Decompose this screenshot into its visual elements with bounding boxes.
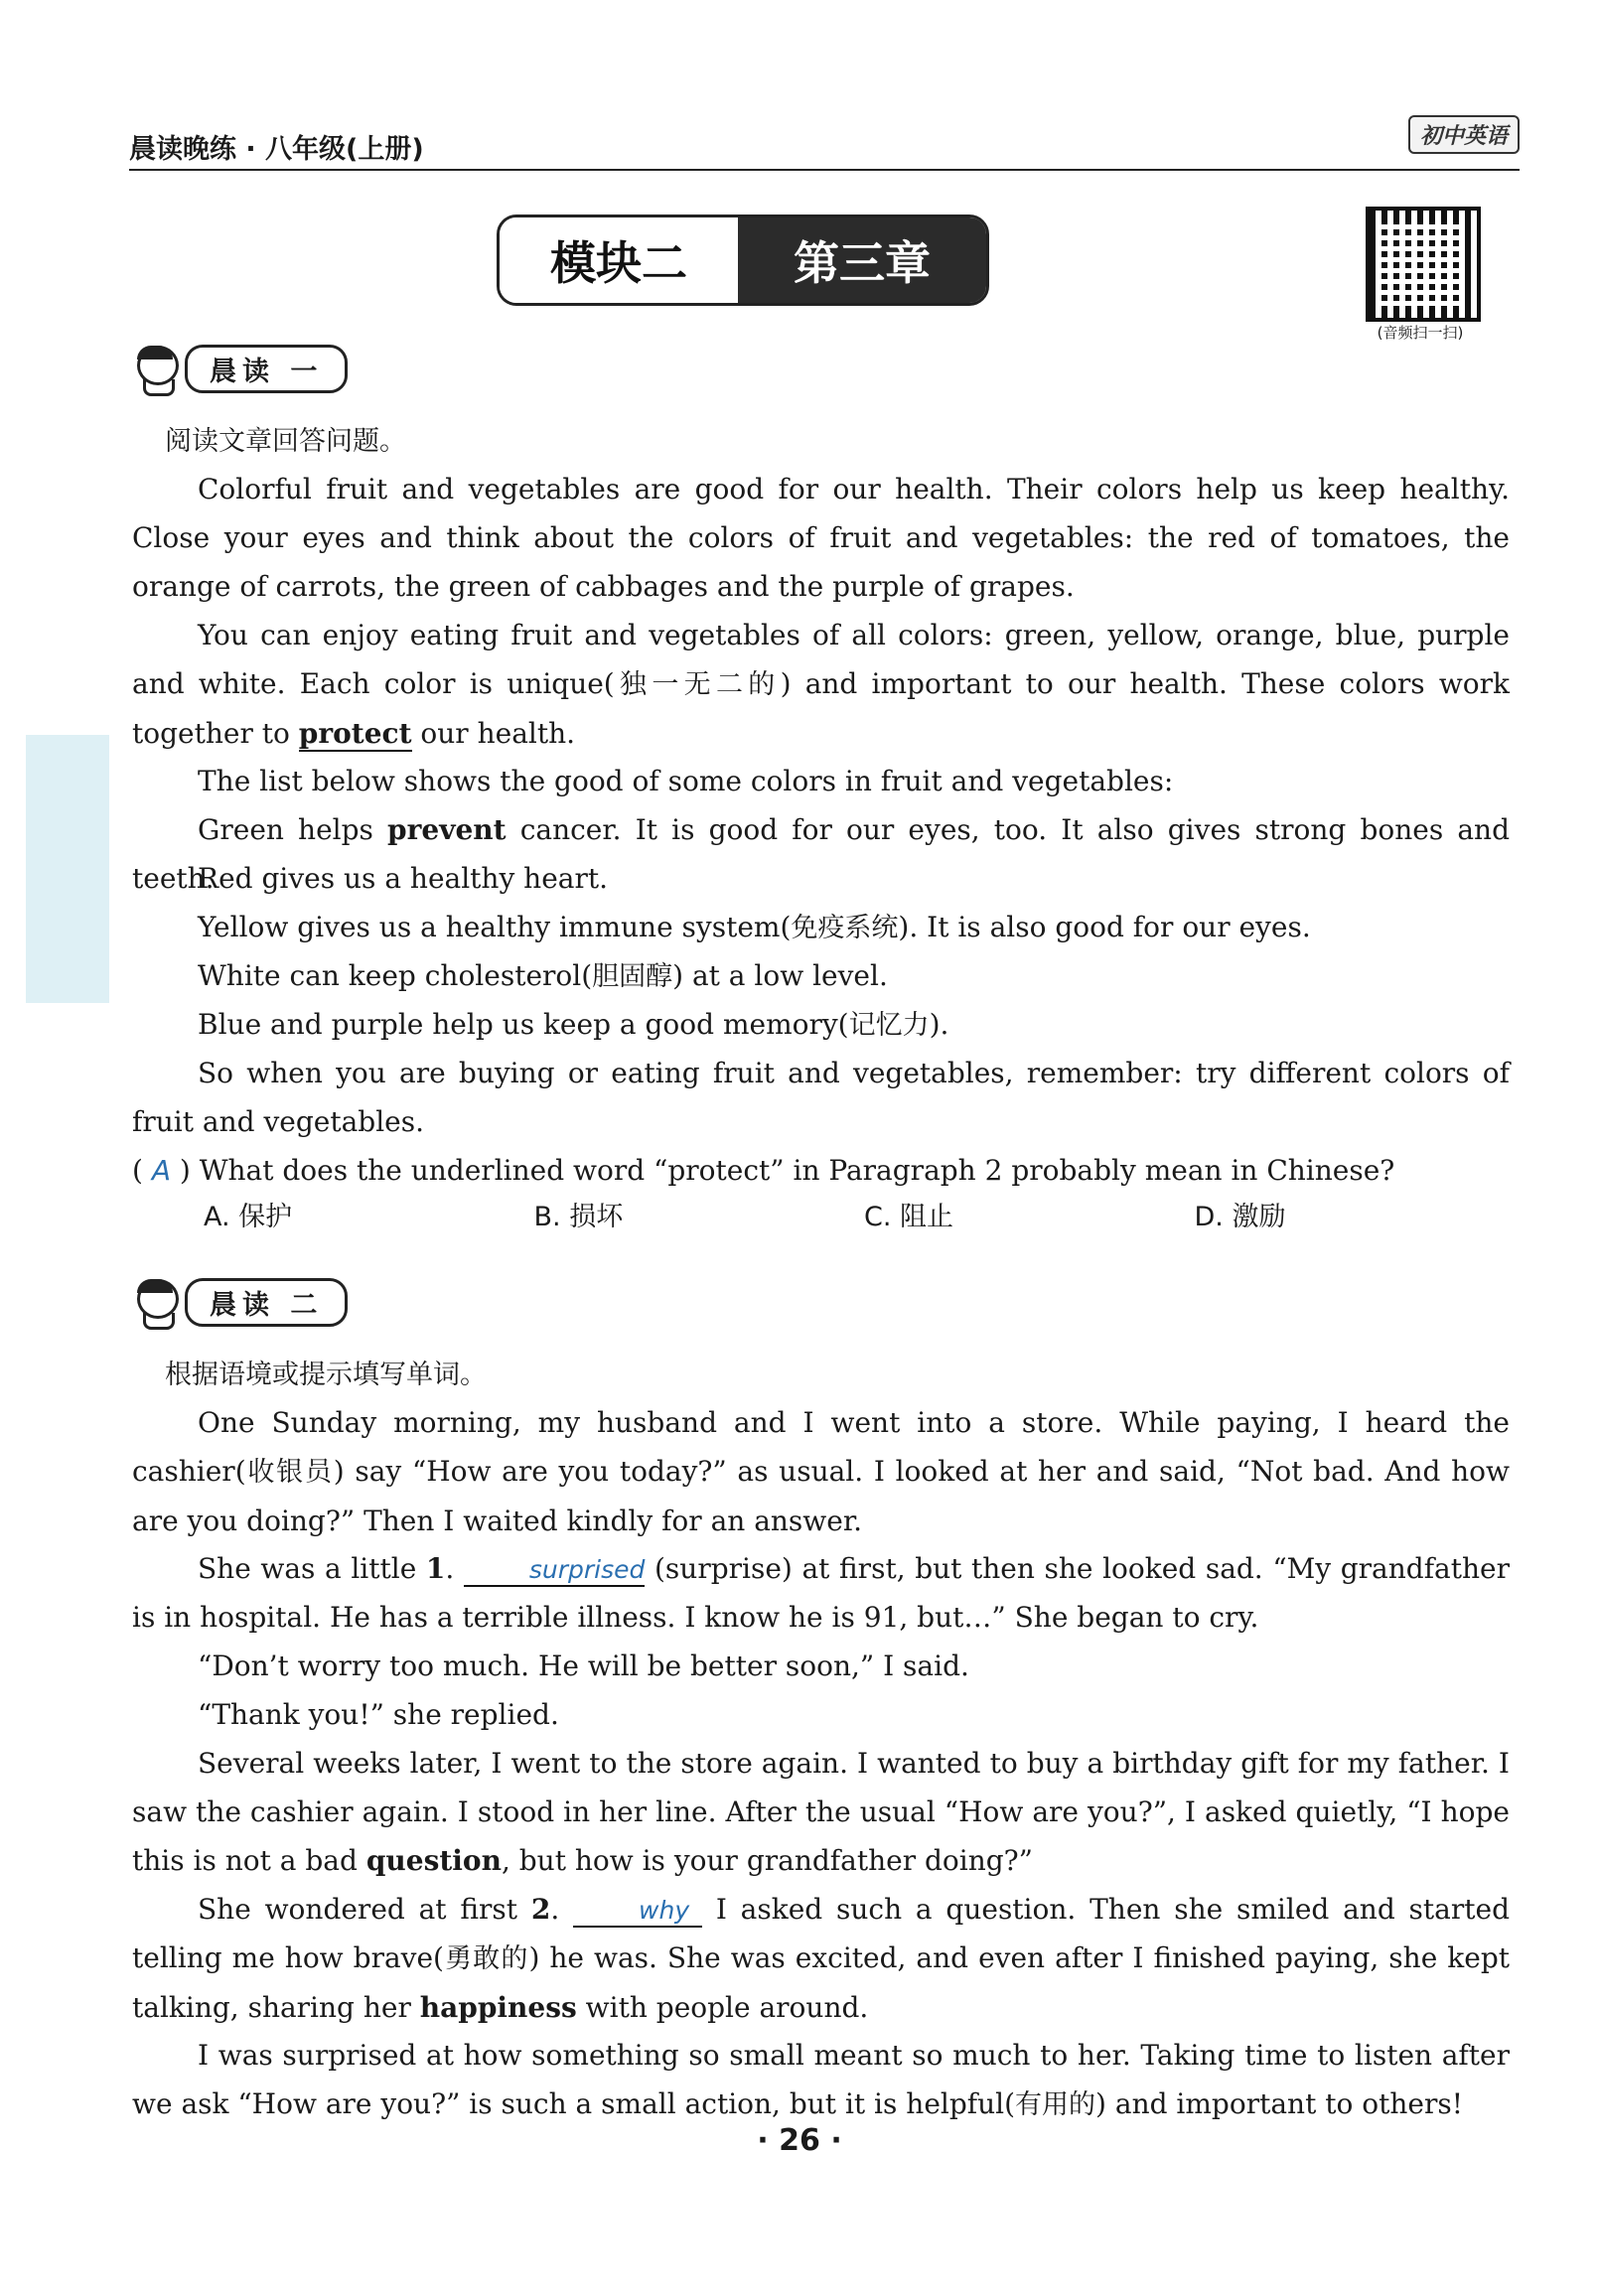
option-b[interactable]: B. 损坏: [533, 1202, 624, 1232]
s2-paragraph-2: She was a little 1. surprised (surprise) at first, but then she looked sad. “My grandfather is in hospital. He has a terrible illness. I know he is 91, but…” She began to cry.: [132, 1552, 1510, 1634]
s1-yellow: Yellow gives us a healthy immune system(免疫系统). It is also good for our eyes.: [198, 911, 1311, 943]
section-1-label: 晨读 一: [185, 345, 348, 393]
s2-paragraph-7: I was surprised at how something so small meant so much to her. Taking time to listen after we ask “How are you?” is such a small action, but it is helpful(有用的) and important to others!: [132, 2039, 1510, 2120]
s1-white: White can keep cholesterol(胆固醇) at a low level.: [198, 959, 888, 992]
section-2-label: 晨读 二: [185, 1278, 348, 1327]
section-2-instruction: 根据语境或提示填写单词。: [165, 1360, 487, 1390]
mascot-icon: [131, 342, 179, 395]
s2-paragraph-4: “Thank you!” she replied.: [198, 1698, 559, 1731]
s1-paragraph-3: The list below shows the good of some colors in fruit and vegetables:: [198, 765, 1174, 797]
s1-green: Green helps prevent cancer. It is good for our eyes, too. It also gives strong bones and teeth.: [132, 813, 1510, 895]
s1-last-paragraph: So when you are buying or eating fruit and vegetables, remember: try different colors of fruit and vegetables.: [132, 1057, 1510, 1138]
section-1-heading: [131, 342, 348, 395]
s1-question: ( A ) What does the underlined word “protect” in Paragraph 2 probably mean in Chinese?: [132, 1154, 1395, 1187]
blank-2-field[interactable]: why: [573, 1896, 702, 1928]
blank-1-field[interactable]: surprised: [464, 1555, 646, 1587]
mascot-icon: [131, 1275, 179, 1329]
header-title: 晨读晚练 · 八年级(上册): [129, 134, 424, 165]
answer-options: [204, 1194, 1525, 1241]
section-2-heading: [131, 1275, 348, 1329]
underlined-word: protect: [298, 717, 412, 750]
page-header: [129, 121, 1520, 171]
option-a[interactable]: A. 保护: [204, 1202, 293, 1232]
brand-logo: 初中英语: [1408, 115, 1520, 154]
s2-paragraph-5: Several weeks later, I went to the store again. I wanted to buy a birthday gift for my father. I saw the cashier again. I stood in her line. After the usual “How are you?”, I asked quietly, “I hope this is not a bad question, but how is your grandfather doing?”: [132, 1747, 1510, 1877]
s1-blue: Blue and purple help us keep a good memory(记忆力).: [198, 1008, 949, 1041]
chapter-banner: [497, 215, 989, 306]
s1-paragraph-2: You can enjoy eating fruit and vegetables of all colors: green, yellow, orange, blue, purple and white. Each color is unique(独一无二的) and important to our health. These colors work together to protect our health.: [132, 619, 1510, 750]
s1-paragraph-1: Colorful fruit and vegetables are good for our health. Their colors help us keep healthy. Close your eyes and think about the colors of fruit and vegetables: the red of tomatoes, the orange of carrots, the green of cabbages and the purple of grapes.: [132, 473, 1510, 603]
option-d[interactable]: D. 激励: [1194, 1202, 1286, 1232]
section-1-instruction: 阅读文章回答问题。: [165, 426, 406, 457]
chapter-label: 第三章: [738, 217, 986, 303]
qr-code-icon[interactable]: [1366, 207, 1481, 322]
s1-red: Red gives us a healthy heart.: [198, 862, 608, 895]
s2-paragraph-1: One Sunday morning, my husband and I went into a store. While paying, I heard the cashier(收银员) say “How are you today?” as usual. I looked at her and said, “Not bad. And how are you doing?” Then I waited kindly for an answer.: [132, 1406, 1510, 1537]
option-c[interactable]: C. 阻止: [864, 1202, 954, 1232]
side-decoration: [26, 735, 109, 1003]
s2-paragraph-3: “Don’t worry too much. He will be better soon,” I said.: [198, 1650, 969, 1682]
qr-caption: (音频扫一扫): [1377, 324, 1464, 342]
page-number: · 26 ·: [757, 2123, 842, 2158]
question-answer: A: [151, 1154, 171, 1187]
s2-paragraph-6: She wondered at first 2. why I asked such a question. Then she smiled and started telling me how brave(勇敢的) he was. She was excited, and even after I finished paying, she kept talking, sharing her happiness with people around.: [132, 1893, 1510, 2024]
module-label: 模块二: [500, 217, 738, 303]
